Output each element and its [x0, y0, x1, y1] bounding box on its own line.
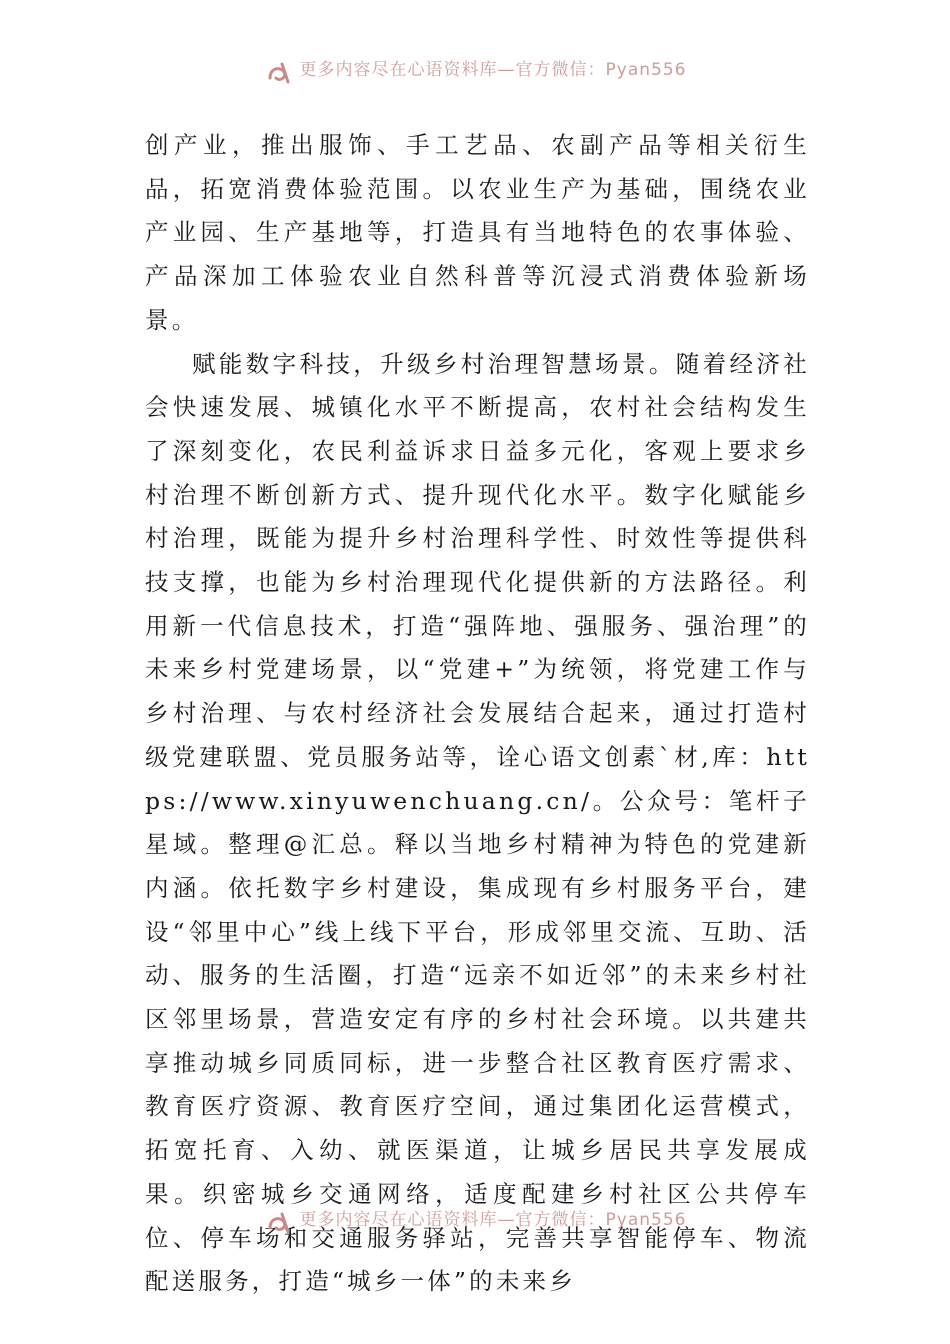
paragraph-1: 创产业，推出服饰、手工艺品、农副产品等相关衍生品，拓宽消费体验范围。以农业生产为基础，围绕农业产业园、生产基地等，打造具有当地特色的农事体验、产品深加工体验农业自然科普等沉浸式消费体验新场景。	[145, 131, 810, 334]
footer-watermark	[0, 1206, 950, 1240]
document-body	[145, 124, 810, 1304]
watermark-text: 更多内容尽在心语资料库—官方微信：Pyan556	[299, 59, 687, 80]
header-watermark	[0, 56, 950, 90]
watermark-text: 更多内容尽在心语资料库—官方微信：Pyan556	[299, 1209, 687, 1230]
watermark-logo-icon	[264, 1208, 294, 1238]
watermark-logo-icon	[264, 58, 294, 88]
paragraph-2: 赋能数字科技，升级乡村治理智慧场景。随着经济社会快速发展、城镇化水平不断提高，农村社会结构发生了深刻变化，农民利益诉求日益多元化，客观上要求乡村治理不断创新方式、提升现代化水平。数字化赋能乡村治理，既能为提升乡村治理科学性、时效性等提供科技支撑，也能为乡村治理现代化提供新的方法路径。利用新一代信息技术，打造“强阵地、强服务、强治理”的未来乡村党建场景，以“党建+”为统领，将党建工作与乡村治理、与农村经济社会发展结合起来，通过打造村级党建联盟、党员服务站等，诠心语文创素`材,库：https://www.xinyuwenchuang.cn/。公众号：笔杆子星域。整理@汇总。释以当地乡村精神为特色的党建新内涵。依托数字乡村建设，集成现有乡村服务平台，建设“邻里中心”线上线下平台，形成邻里交流、互助、活动、服务的生活圈，打造“远亲不如近邻”的未来乡村社区邻里场景，营造安定有序的乡村社会环境。以共建共享推动城乡同质同标，进一步整合社区教育医疗需求、教育医疗资源、教育医疗空间，通过集团化运营模式，拓宽托育、入幼、就医渠道，让城乡居民共享发展成果。织密城乡交通网络，适度配建乡村社区公共停车位、停车场和交通服务驿站，完善共享智能停车、物流配送服务，打造“城乡一体”的未来乡	[145, 349, 810, 1296]
